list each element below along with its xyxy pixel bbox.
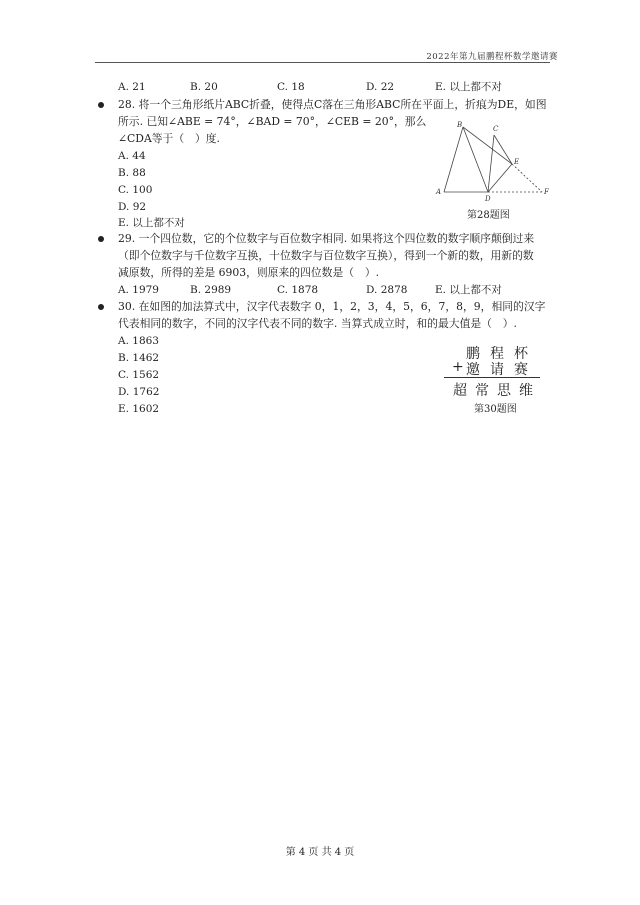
q28-option-d: D. 92 (118, 201, 147, 213)
bullet-icon (98, 304, 104, 310)
puzzle-row-1: 鹏程杯 (466, 346, 538, 362)
q27-option-d: D. 22 (366, 81, 395, 93)
label-c: C (493, 125, 499, 133)
q28-option-a: A. 44 (118, 150, 146, 162)
edge-ce (494, 135, 512, 164)
edge-ab (444, 127, 463, 192)
q30-option-e: E. 1602 (118, 403, 160, 415)
q27-option-b: B. 20 (190, 81, 218, 93)
q28-option-c: C. 100 (118, 184, 153, 196)
q30-option-d: D. 1762 (118, 386, 160, 398)
q29-option-b: B. 2989 (190, 284, 232, 296)
header-rule (95, 62, 550, 63)
q28-line-1: 28. 将一个三角形纸片ABC折叠，使得点C落在三角形ABC所在平面上，折痕为DE，如图 (118, 98, 547, 111)
q30-option-a: A. 1863 (118, 335, 159, 347)
q28-line-3: ∠CDA等于（ ）度. (118, 132, 220, 145)
page-header: 2022年第九届鹏程杯数学邀请赛 (426, 52, 558, 62)
q28-option-b: B. 88 (118, 167, 146, 179)
q29-line-2: （即个位数字与千位数字互换，十位数字与百位数字互换），得到一个新的数，用新的数 (118, 249, 534, 262)
q29-option-a: A. 1979 (118, 284, 159, 296)
q29-option-e: E. 以上都不对 (435, 284, 502, 296)
label-a: A (436, 188, 442, 196)
q28-figure (430, 118, 560, 203)
q29-line-1: 29. 一个四位数，它的个位数字与百位数字相同. 如果将这个四位数的数字顺序颠倒过来 (118, 232, 535, 245)
q28-option-e: E. 以上都不对 (118, 217, 185, 229)
dashed-ef (512, 164, 542, 192)
label-e: E (514, 158, 520, 166)
puzzle-plus-sign: + (452, 359, 474, 375)
page-footer: 第 4 页 共 4 页 (285, 847, 355, 858)
bullet-icon (98, 102, 104, 108)
q30-caption: 第30题图 (474, 404, 517, 415)
q29-option-d: D. 2878 (366, 284, 408, 296)
bullet-icon (98, 236, 104, 242)
edge-dc (488, 135, 494, 192)
label-f: F (544, 188, 549, 196)
label-d: D (485, 195, 491, 203)
q29-line-3: 减原数，所得的差是 6903，则原来的四位数是（ ）. (118, 266, 380, 279)
q27-option-c: C. 18 (277, 81, 305, 93)
label-b: B (457, 121, 463, 129)
puzzle-row-3: 超常思维 (453, 383, 541, 399)
crease-de (488, 164, 512, 192)
puzzle-row-2: 邀请赛 (466, 362, 538, 378)
q30-line-1: 30. 在如图的加法算式中，汉字代表数字 0，1，2，3，4，5，6，7，8，9，相同的汉字 (118, 300, 546, 313)
q30-line-2: 代表相同的数字，不同的汉字代表不同的数字. 当算式成立时，和的最大值是（ ）. (118, 317, 517, 330)
puzzle-sum-line (444, 377, 540, 378)
q30-option-b: B. 1462 (118, 352, 160, 364)
q28-caption: 第28题图 (467, 210, 510, 221)
q30-option-c: C. 1562 (118, 369, 160, 381)
q29-option-c: C. 1878 (277, 284, 319, 296)
q27-option-a: A. 21 (118, 81, 146, 93)
q28-line-2: 所示. 已知∠ABE = 74°，∠BAD = 70°，∠CEB = 20°，那么 (118, 115, 427, 128)
q27-option-e: E. 以上都不对 (435, 81, 502, 93)
